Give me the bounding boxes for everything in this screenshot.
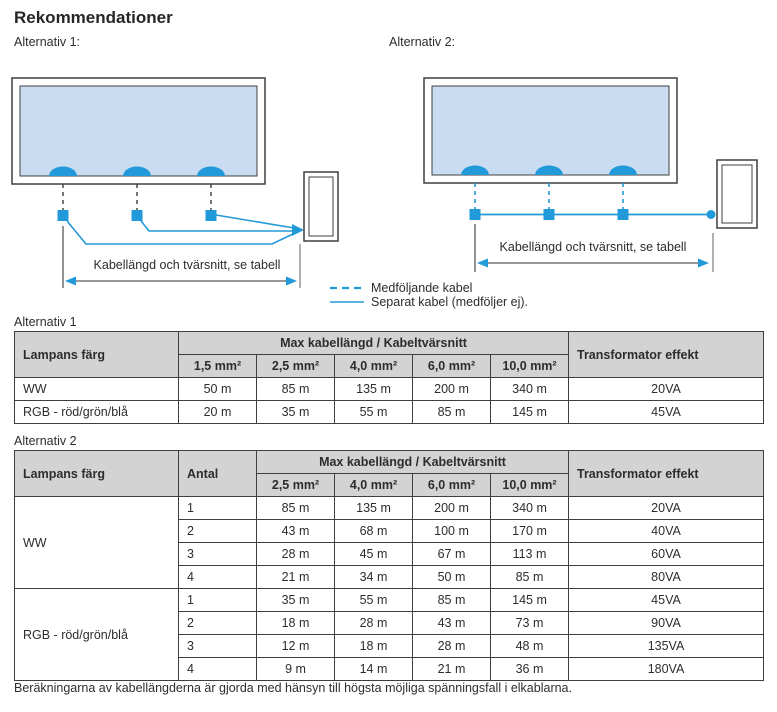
connector-icon (206, 210, 217, 221)
data-cell: 180VA (569, 658, 764, 681)
diagrams-canvas (0, 30, 777, 312)
alt2-label: Alternativ 2: (389, 35, 456, 49)
header-cell: Antal (179, 451, 257, 497)
data-cell: 34 m (335, 566, 413, 589)
transformer-box-inner (309, 177, 333, 236)
data-cell: 35 m (257, 401, 335, 424)
table-row (15, 378, 764, 401)
data-cell: 4 (179, 566, 257, 589)
header-cell: 6,0 mm² (413, 474, 491, 497)
data-cell: 28 m (413, 635, 491, 658)
data-cell: 200 m (413, 497, 491, 520)
data-cell: 45VA (569, 401, 764, 424)
data-cell: 4 (179, 658, 257, 681)
data-cell: 40VA (569, 520, 764, 543)
header-cell: 4,0 mm² (335, 355, 413, 378)
data-cell: 45VA (569, 589, 764, 612)
data-cell: 200 m (413, 378, 491, 401)
data-cell: 21 m (413, 658, 491, 681)
data-cell: 73 m (491, 612, 569, 635)
data-cell: RGB - röd/grön/blå (15, 401, 179, 424)
data-cell: WW (15, 378, 179, 401)
data-cell: 28 m (257, 543, 335, 566)
data-cell: 18 m (335, 635, 413, 658)
data-cell: RGB - röd/grön/blå (15, 589, 179, 681)
data-cell: 12 m (257, 635, 335, 658)
alt1-table (14, 331, 764, 424)
connector-icon (58, 210, 69, 221)
data-cell: 35 m (257, 589, 335, 612)
data-cell: 2 (179, 520, 257, 543)
dimension-arrowhead-icon (286, 277, 297, 286)
header-cell: Transformator effekt (569, 332, 764, 378)
data-cell: 55 m (335, 589, 413, 612)
connector-icon (132, 210, 143, 221)
separate-cable-line (67, 215, 297, 244)
data-cell: 2 (179, 612, 257, 635)
connector-icon (544, 209, 555, 220)
data-cell: 85 m (257, 378, 335, 401)
alt1-label: Alternativ 1: (14, 35, 81, 49)
pool-water-icon (20, 86, 257, 176)
table-header-row (15, 332, 764, 355)
data-cell: 85 m (257, 497, 335, 520)
legend-solid-label: Separat kabel (medföljer ej). (371, 295, 529, 309)
data-cell: 340 m (491, 497, 569, 520)
header-cell: 2,5 mm² (257, 474, 335, 497)
data-cell: 90VA (569, 612, 764, 635)
connector-icon (470, 209, 481, 220)
data-cell: 43 m (413, 612, 491, 635)
data-cell: 50 m (179, 378, 257, 401)
included-cable-dashed-line (63, 184, 211, 210)
data-cell: 68 m (335, 520, 413, 543)
data-cell: 48 m (491, 635, 569, 658)
header-cell: Lampans färg (15, 451, 179, 497)
alt2-diagram (424, 78, 757, 272)
connector-icon (618, 209, 629, 220)
data-cell: 28 m (335, 612, 413, 635)
data-cell: 50 m (413, 566, 491, 589)
dimension-arrowhead-icon (65, 277, 76, 286)
data-cell: 80VA (569, 566, 764, 589)
data-cell: 60VA (569, 543, 764, 566)
header-cell: 6,0 mm² (413, 355, 491, 378)
data-cell: 113 m (491, 543, 569, 566)
dimension-caption: Kabellängd och tvärsnitt, se tabell (499, 240, 687, 254)
data-cell: 3 (179, 635, 257, 658)
data-cell: 9 m (257, 658, 335, 681)
data-cell: 3 (179, 543, 257, 566)
cable-arrowhead-icon (292, 224, 304, 236)
data-cell: 85 m (491, 566, 569, 589)
header-cell: 10,0 mm² (491, 355, 569, 378)
data-cell: 1 (179, 497, 257, 520)
alt2-table (14, 450, 764, 681)
data-cell: 145 m (491, 589, 569, 612)
dimension-arrowhead-icon (477, 259, 488, 268)
dimension-arrowhead-icon (698, 259, 709, 268)
header-cell: Max kabellängd / Kabeltvärsnitt (179, 332, 569, 355)
page-title: Rekommendationer (14, 8, 173, 27)
data-cell: 43 m (257, 520, 335, 543)
header-cell: 2,5 mm² (257, 355, 335, 378)
data-cell: 20VA (569, 497, 764, 520)
table-row (15, 401, 764, 424)
diagram-area (0, 30, 777, 312)
data-cell: 36 m (491, 658, 569, 681)
data-cell: 135 m (335, 378, 413, 401)
alt1-diagram (12, 78, 338, 288)
header-cell: 4,0 mm² (335, 474, 413, 497)
data-cell: 18 m (257, 612, 335, 635)
header-cell: Max kabellängd / Kabeltvärsnitt (257, 451, 569, 474)
legend-dashed-label: Medföljande kabel (371, 281, 473, 295)
data-cell: 55 m (335, 401, 413, 424)
header-cell: Transformator effekt (569, 451, 764, 497)
data-cell: 21 m (257, 566, 335, 589)
pool-water-icon (432, 86, 669, 175)
data-cell: 45 m (335, 543, 413, 566)
data-cell: 20VA (569, 378, 764, 401)
data-cell: 85 m (413, 401, 491, 424)
transformer-box-inner (722, 165, 752, 223)
alt2-table-caption: Alternativ 2 (14, 434, 77, 448)
table-header-row (15, 451, 764, 474)
cable-endpoint-icon (707, 210, 716, 219)
header-cell: 1,5 mm² (179, 355, 257, 378)
included-cable-dashed-line (475, 183, 623, 209)
alt1-table-caption: Alternativ 1 (14, 315, 77, 329)
data-cell: 1 (179, 589, 257, 612)
footnote-text: Beräkningarna av kabellängderna är gjorda med hänsyn till högsta möjliga spänningsfall i elkablarna. (14, 681, 572, 695)
data-cell: 145 m (491, 401, 569, 424)
table-row (15, 497, 764, 520)
data-cell: 85 m (413, 589, 491, 612)
data-cell: WW (15, 497, 179, 589)
data-cell: 135 m (335, 497, 413, 520)
dimension-caption: Kabellängd och tvärsnitt, se tabell (93, 258, 281, 272)
data-cell: 100 m (413, 520, 491, 543)
cable-legend (330, 281, 528, 309)
data-cell: 135VA (569, 635, 764, 658)
header-cell: Lampans färg (15, 332, 179, 378)
data-cell: 340 m (491, 378, 569, 401)
data-cell: 14 m (335, 658, 413, 681)
data-cell: 20 m (179, 401, 257, 424)
data-cell: 67 m (413, 543, 491, 566)
table-row (15, 589, 764, 612)
header-cell: 10,0 mm² (491, 474, 569, 497)
data-cell: 170 m (491, 520, 569, 543)
